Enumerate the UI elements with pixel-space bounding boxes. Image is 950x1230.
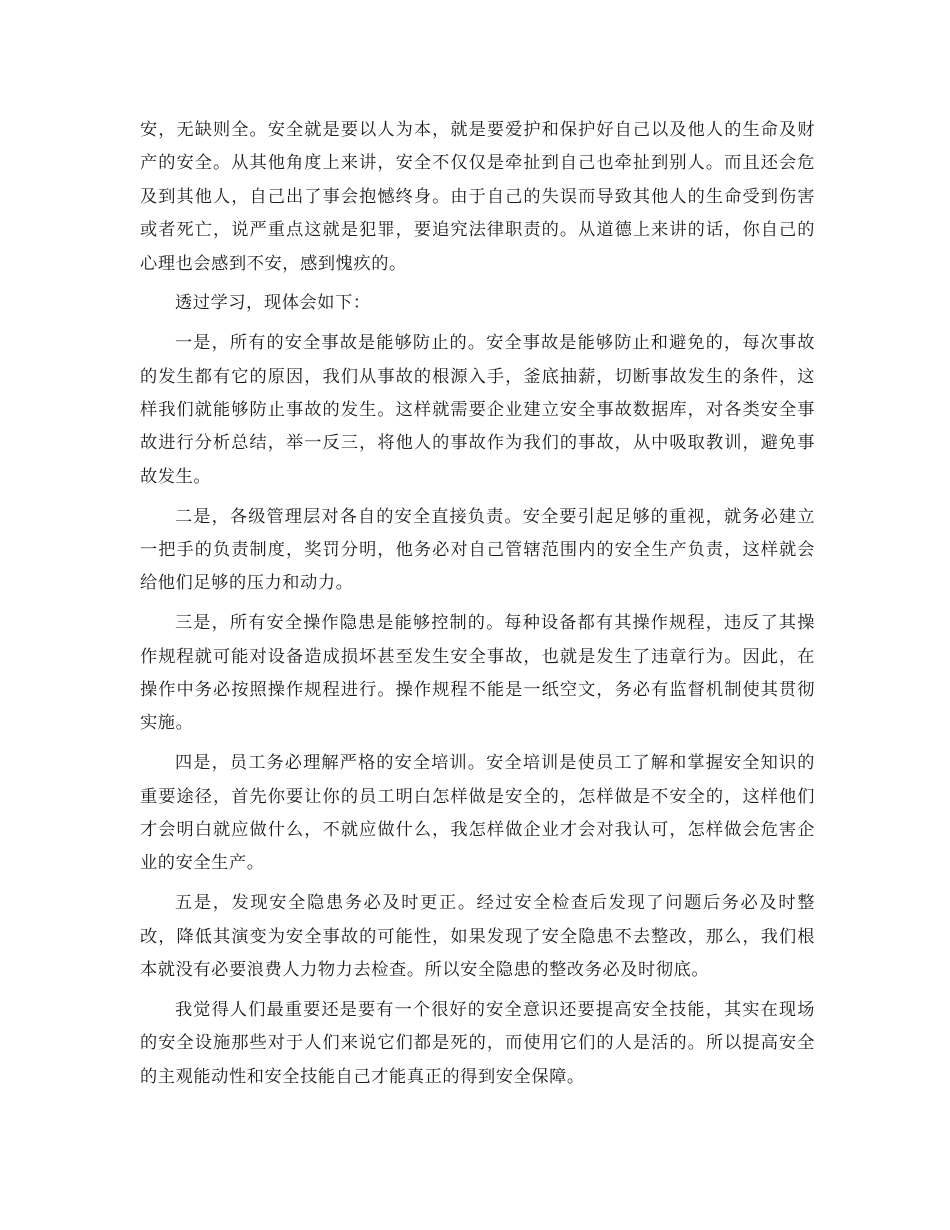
paragraph-conclusion: 我觉得人们最重要还是要有一个很好的安全意识还要提高安全技能，其实在现场的安全设施那些对于人们来说它们都是死的，而使用它们的人是活的。所以提高安全的主观能动性和安全技能自己才能真正的得到安全保障。 [140, 999, 815, 1087]
document-body [140, 114, 815, 1101]
paragraph-point-two: 二是，各级管理层对各自的安全直接负责。安全要引起足够的重视，就务必建立一把手的负责制度，奖罚分明，他务必对自己管辖范围内的安全生产负责，这样就会给他们足够的压力和动力。 [140, 506, 815, 594]
paragraph-continued: 安，无缺则全。安全就是要以人为本，就是要爱护和保护好自己以及他人的生命及财产的安全。从其他角度上来讲，安全不仅仅是牵扯到自己也牵扯到别人。而且还会危及到其他人，自己出了事会抱憾终身。由于自己的失误而导致其他人的生命受到伤害或者死亡，说严重点这就是犯罪，要追究法律职责的。从道德上来讲的话，你自己的心理也会感到不安，感到愧疚的。 [140, 120, 815, 274]
paragraph-point-five: 五是，发现安全隐患务必及时更正。经过安全检查后发现了问题后务必及时整改，降低其演变为安全事故的可能性，如果发现了安全隐患不去整改，那么，我们根本就没有必要浪费人力物力去检查。所以安全隐患的整改务必及时彻底。 [140, 893, 815, 981]
paragraph-intro: 透过学习，现体会如下： [175, 293, 371, 314]
paragraph-point-three: 三是，所有安全操作隐患是能够控制的。每种设备都有其操作规程，违反了其操作规程就可能对设备造成损坏甚至发生安全事故，也就是发生了违章行为。因此，在操作中务必按照操作规程进行。操作规程不能是一纸空文，务必有监督机制使其贯彻实施。 [140, 613, 815, 734]
paragraph-point-four: 四是，员工务必理解严格的安全培训。安全培训是使员工了解和掌握安全知识的重要途径，首先你要让你的员工明白怎样做是安全的，怎样做是不安全的，这样他们才会明白就应做什么，不就应做什么，我怎样做企业才会对我认可，怎样做会危害企业的安全生产。 [140, 753, 815, 874]
paragraph-point-one: 一是，所有的安全事故是能够防止的。安全事故是能够防止和避免的，每次事故的发生都有它的原因，我们从事故的根源入手，釜底抽薪，切断事故发生的条件，这样我们就能够防止事故的发生。这样就需要企业建立安全事故数据库，对各类安全事故进行分析总结，举一反三，将他人的事故作为我们的事故，从中吸取教训，避免事故发生。 [140, 333, 815, 487]
